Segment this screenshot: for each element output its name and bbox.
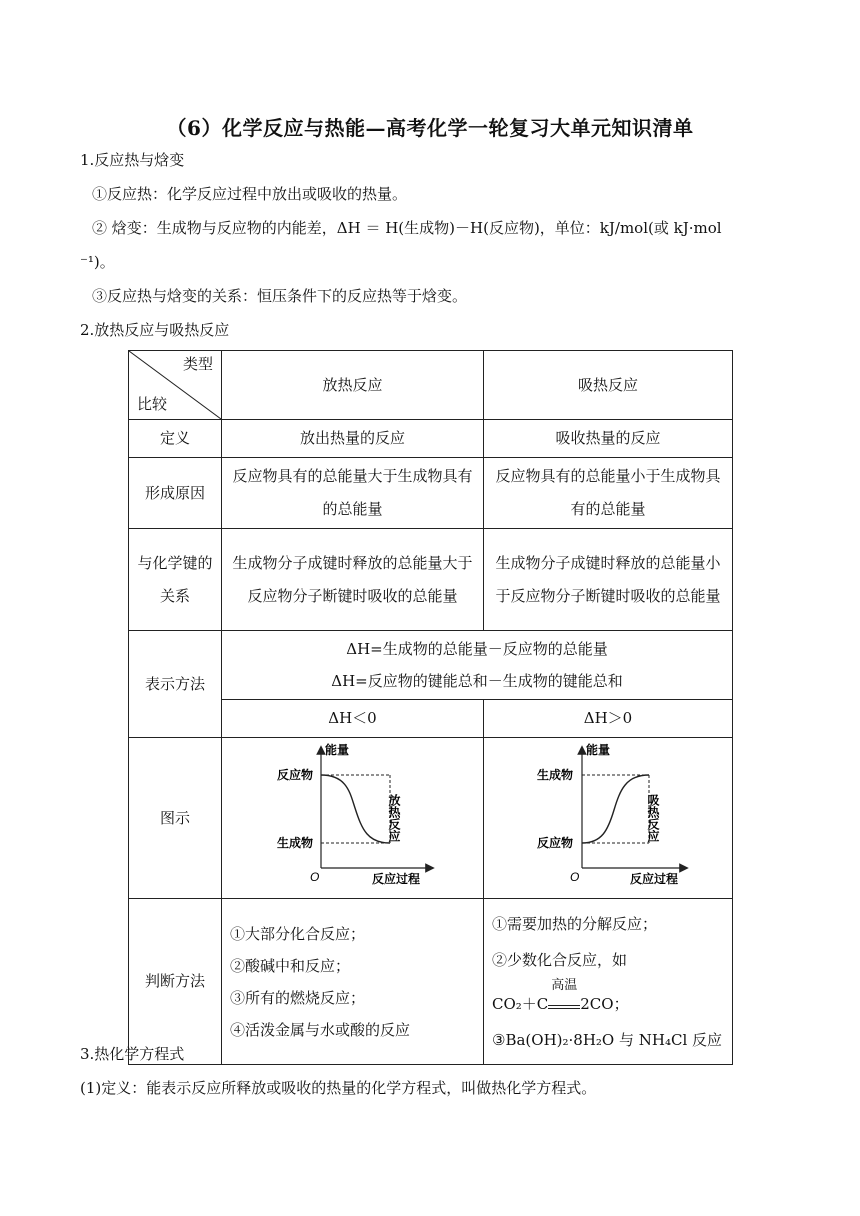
judge-endo-item: ③Ba(OH)₂·8H₂O 与 NH₄Cl 反应 xyxy=(492,1030,723,1049)
bond-endothermic: 生成物分子成键时释放的总能量小于反应物分子断键时吸收的总能量 xyxy=(484,529,733,631)
row-label-judge: 判断方法 xyxy=(129,899,222,1065)
judge-exothermic xyxy=(222,899,484,1065)
expression-formulas xyxy=(222,631,733,700)
enthalpy-unit-continuation: ⁻¹)。 xyxy=(80,253,115,271)
side-label: 吸热反应 xyxy=(646,794,660,842)
energy-curve xyxy=(582,775,649,843)
energy-curve xyxy=(321,775,390,843)
endothermic-energy-diagram xyxy=(484,738,732,886)
side-label: 放热反应 xyxy=(387,794,401,842)
high-level-label: 生成物 xyxy=(537,768,574,782)
header-endothermic: 吸热反应 xyxy=(484,351,733,420)
judge-endo-item: ①需要加热的分解反应； xyxy=(492,914,658,933)
row-label-definition: 定义 xyxy=(129,420,222,458)
cause-exothermic: 反应物具有的总能量大于生成物具有的总能量 xyxy=(222,458,484,529)
expression-line-2: ΔH=反应物的键能总和－生成物的键能总和 xyxy=(331,672,623,690)
origin-label: O xyxy=(570,870,580,884)
corner-top-label: 类型 xyxy=(182,355,213,373)
corner-bottom-label: 比较 xyxy=(137,395,168,413)
definition-exothermic: 放出热量的反应 xyxy=(222,420,484,458)
section-2-heading: 2.放热反应与吸热反应 xyxy=(80,321,230,339)
bond-exothermic: 生成物分子成键时释放的总能量大于反应物分子断键时吸收的总能量 xyxy=(222,529,484,631)
section-3-heading: 3.热化学方程式 xyxy=(80,1045,185,1063)
delta-h-endothermic: ΔH＞0 xyxy=(484,700,733,738)
judge-exo-item: ①大部分化合反应； xyxy=(230,924,366,943)
judge-exo-item: ④活泼金属与水或酸的反应 xyxy=(230,1020,411,1039)
judge-endothermic xyxy=(484,899,733,1065)
judge-exo-item: ③所有的燃烧反应； xyxy=(230,988,366,1007)
x-axis-label: 反应过程 xyxy=(372,872,421,886)
exothermic-energy-diagram xyxy=(222,738,483,886)
heat-enthalpy-relation: ③反应热与焓变的关系：恒压条件下的反应热等于焓变。 xyxy=(92,287,468,305)
enthalpy-change-definition: ② 焓变：生成物与反应物的内能差，ΔH ＝ H(生成物)－H(反应物)，单位：kJ/mol(或 kJ·mol xyxy=(92,219,722,237)
double-bar xyxy=(548,1005,580,1009)
expression-line-1: ΔH=生成物的总能量－反应物的总能量 xyxy=(346,640,608,658)
y-axis-label: 能量 xyxy=(586,743,611,757)
row-label-figure: 图示 xyxy=(129,738,222,899)
low-level-label: 生成物 xyxy=(277,836,314,850)
cause-endothermic: 反应物具有的总能量小于生成物具有的总能量 xyxy=(484,458,733,529)
y-axis-label: 能量 xyxy=(325,743,350,757)
thermochemical-equation-definition: (1)定义：能表示反应所释放或吸收的热量的化学方程式，叫做热化学方程式。 xyxy=(80,1079,597,1097)
page-title: （6）化学反应与热能—高考化学一轮复习大单元知识清单 xyxy=(166,116,694,140)
equation-condition: 高温 xyxy=(551,977,578,993)
equation xyxy=(492,977,726,1022)
equation-left: CO₂＋C xyxy=(492,994,549,1013)
judge-endo-item: ②少数化合反应，如 xyxy=(492,950,628,969)
section-1-heading: 1.反应热与焓变 xyxy=(80,151,185,169)
judge-exo-item: ②酸碱中和反应； xyxy=(230,956,351,975)
reaction-heat-definition: ①反应热：化学反应过程中放出或吸收的热量。 xyxy=(92,185,408,203)
definition-endothermic: 吸收热量的反应 xyxy=(484,420,733,458)
comparison-table xyxy=(128,350,733,1065)
delta-h-exothermic: ΔH＜0 xyxy=(222,700,484,738)
equation-right: 2CO； xyxy=(580,994,629,1013)
row-label-expression: 表示方法 xyxy=(129,631,222,738)
origin-label: O xyxy=(310,870,320,884)
equation-condition-arrow xyxy=(548,977,580,1009)
table-corner-cell xyxy=(129,351,221,419)
low-level-label: 反应物 xyxy=(537,836,574,850)
row-label-bond: 与化学键的关系 xyxy=(129,529,222,631)
row-label-cause: 形成原因 xyxy=(129,458,222,529)
header-exothermic: 放热反应 xyxy=(222,351,484,420)
high-level-label: 反应物 xyxy=(277,768,314,782)
x-axis-label: 反应过程 xyxy=(630,872,679,886)
